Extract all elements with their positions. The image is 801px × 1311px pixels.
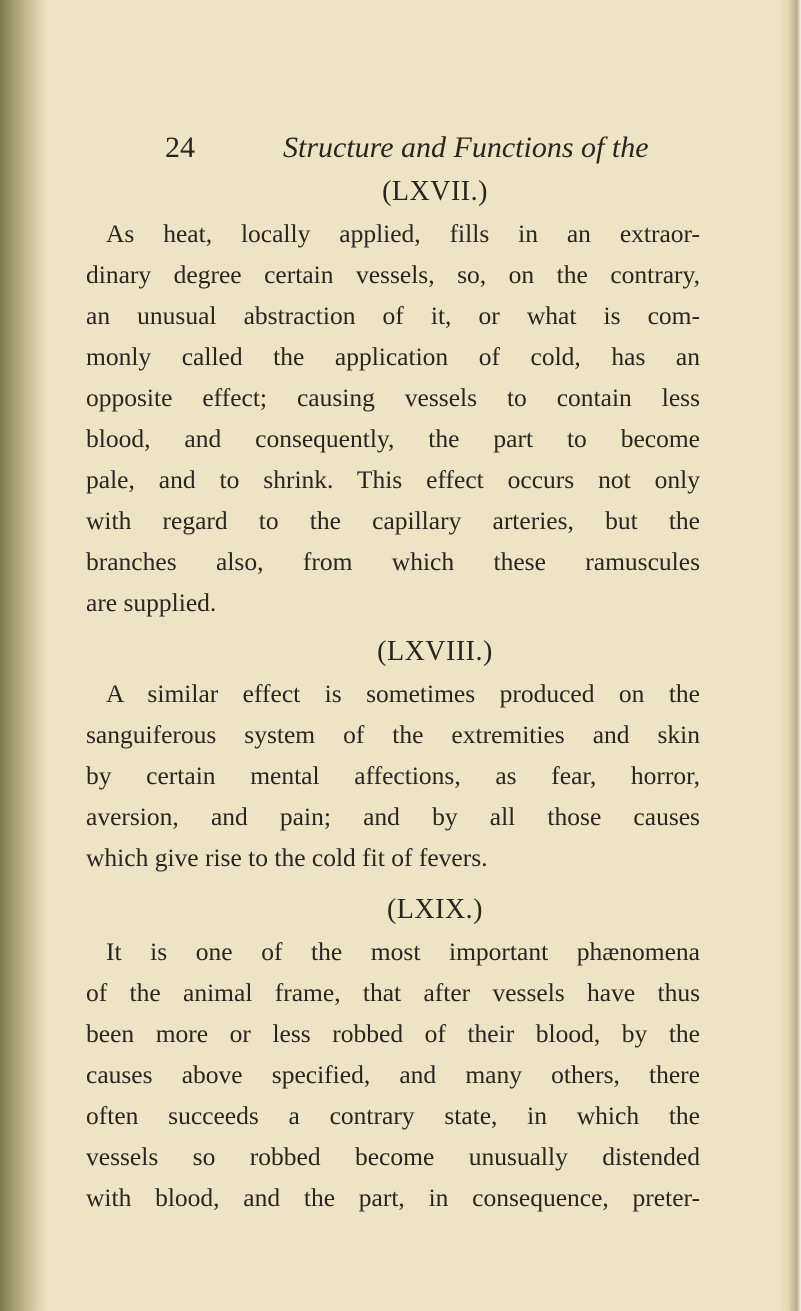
text-line: aversion, and pain; and by all those causes: [86, 802, 700, 831]
section-lxviii: [215, 632, 655, 672]
section-heading: (LXVIII.): [377, 636, 493, 667]
page-number: 24: [165, 131, 195, 164]
text-line: which give rise to the cold fit of fevers.: [86, 843, 488, 872]
text-line: blood, and consequently, the part to become: [86, 424, 700, 453]
text-line: As heat, locally applied, fills in an extraor-: [106, 219, 700, 248]
text-line: by certain mental affections, as fear, horror,: [86, 761, 700, 790]
section-heading: (LXVII.): [382, 176, 488, 207]
text-line: It is one of the most important phænomena: [106, 937, 700, 966]
running-head-title: Structure and Functions of the: [283, 131, 649, 164]
text-line: sanguiferous system of the extremities and skin: [86, 720, 700, 749]
text-line: A similar effect is sometimes produced on the: [106, 679, 700, 708]
text-line: opposite effect; causing vessels to contain less: [86, 383, 700, 412]
text-line: causes above specified, and many others, there: [86, 1060, 700, 1089]
text-line: are supplied.: [86, 588, 217, 617]
text-line: vessels so robbed become unusually distended: [86, 1142, 700, 1171]
text-line: dinary degree certain vessels, so, on the contrary,: [86, 260, 700, 289]
section-lxix-text: [86, 931, 700, 1218]
text-line: of the animal frame, that after vessels have thus: [86, 978, 700, 1007]
text-line: with blood, and the part, in consequence, preter-: [86, 1183, 700, 1212]
section-heading: (LXIX.): [386, 894, 484, 925]
running-head: [165, 128, 649, 168]
section-lxvii-text: [86, 213, 700, 623]
text-line: often succeeds a contrary state, in which the: [86, 1101, 700, 1130]
text-line: branches also, from which these ramuscules: [86, 547, 700, 576]
text-line: with regard to the capillary arteries, but the: [86, 506, 700, 535]
section-lxviii-text: [86, 673, 700, 878]
text-line: been more or less robbed of their blood, by the: [86, 1019, 700, 1048]
text-line: monly called the application of cold, has an: [86, 342, 700, 371]
section-lxix: [215, 890, 655, 930]
text-line: pale, and to shrink. This effect occurs not only: [86, 465, 700, 494]
section-lxvii: [215, 172, 655, 212]
text-line: an unusual abstraction of it, or what is com-: [86, 301, 700, 330]
